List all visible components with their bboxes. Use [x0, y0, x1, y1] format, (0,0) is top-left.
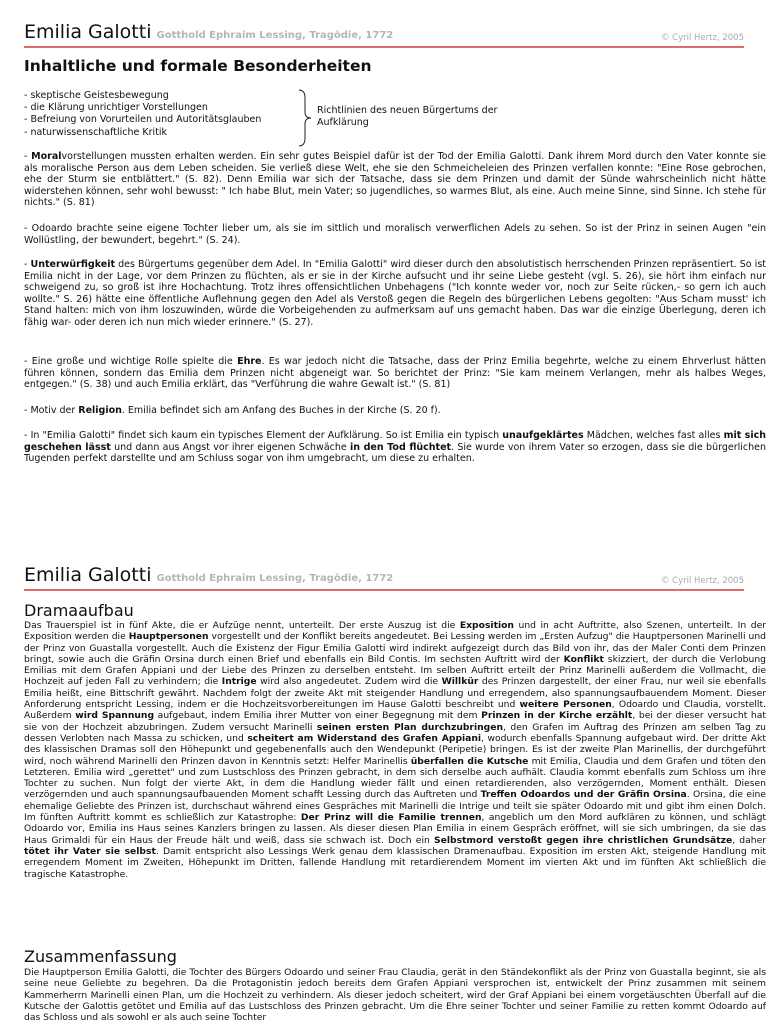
copyright: © Cyril Hertz, 2005 [660, 576, 744, 586]
paragraph-odoardo: - Odoardo brachte seine eigene Tochter lieber um, als sie im sittlich und moralisch verwerflichen Adels zu sehen. So ist der Prinz in seinen Augen "ein Wollüstling, der bewundert, begehrt." (S. 24). [24, 223, 766, 246]
section-heading-besonderheiten: Inhaltliche und formale Besonderheiten [24, 57, 372, 75]
document-title: Emilia Galotti Gotthold Ephraim Lessing, Tragödie, 1772 [24, 21, 394, 43]
section-heading-zusammenfassung: Zusammenfassung [24, 947, 177, 966]
copyright: © Cyril Hertz, 2005 [660, 33, 744, 43]
document-subtitle: Gotthold Ephraim Lessing, Tragödie, 1772 [156, 573, 394, 584]
paragraph-moral: - Moralvorstellungen mussten erhalten werden. Ein sehr gutes Beispiel dafür ist der Tod der Emilia Galotti. Dank ihrem Mord durch den Vater konnte sie als moralische Person aus dem Leben scheiden. Sie verließ diese Welt, ehe sie den Schmeicheleien des Prinzen verfallen konnte: "Eine Rose gebrochen, ehe der Sturm sie entblättert." (S. 82). Denn Emilia war sich der Tatsache, dass sie dem Prinzen und damit der Sünde wahrscheinlich nicht hätte widerstehen können, sehr wohl bewusst: " Ich habe Blut, mein Vater; so jugendliches, so warmes Blut, als eine. Auch meine Sinne, sind Sinne. Ich stehe für nichts." (S. 81) [24, 151, 766, 209]
paragraph-unterwuerfigkeit: - Unterwürfigkeit des Bürgertums gegenüber dem Adel. In "Emilia Galotti" wird dieser durch den absolutistisch herrschenden Prinzen repräsentiert. So ist Emilia nicht in der Lage, vor dem Prinzen zu flüchten, als er sie in der Kirche aufsucht und ihr seine Liebe gesteht (vgl. S. 26), sie hört ihm einfach nur schweigend zu, so groß ist ihre Hochachtung. Trotz ihres offensichtlichen Unbehagens ("Ich konnte weder vor, noch zur Seite rücken,- so gern ich auch wollte." S. 26) hätte eine öffentliche Auflehnung gegen den Adel als Verstoß gegen die Regeln des bürgerlichen Lebens gegolten: "Aus Scham musst' ich Stand halten: mich von ihm loszuwinden, würde die Vorbeigehenden zu aufmerksam auf uns gemacht haben. Das war die einzige Überlegung, deren ich fähig war- oder deren ich nun mich wieder erinnere." (S. 27). [24, 259, 766, 328]
aufklaerung-list [24, 90, 261, 139]
paragraph-dramaaufbau: Das Trauerspiel ist in fünf Akte, die er Aufzüge nennt, unterteilt. Der erste Auszug ist die Exposition und in acht Auftritte, also Szenen, unterteilt. In der Exposition werden die Hauptpersonen vorgestellt und der Konflikt bereits angedeutet. Bei Lessing werden im „Ersten Aufzug" die Hauptpersonen Marinelli und der Prinz von Guastalla vorgestellt. Auch die Existenz der Figur Emilia Galotti wird indirekt aufgezeigt durch das Bild von ihr, das der Maler Conti dem Prinzen bringt, sowie auch die Gräfin Orsina durch einen Brief und ebenfalls ein Bild Contis. Im sechsten Auftritt wird der Konflikt skizziert, der durch die Verlobung Emilias mit dem Grafen Appiani und der Liebe des Prinzen zu derselben entsteht. Im selben Auftritt erteilt der Prinz Marinelli außerdem die Vollmacht, die Hochzeit auf jeden Fall zu verhindern; die Intrige wird also angedeutet. Zudem wird die Willkür des Prinzen dargestellt, der einer Frau, nur weil sie ebenfalls Emilia heißt, eine Bittschrift gewährt. Nachdem folgt der zweite Akt mit steigender Handlung und erregendem, also spannungsaufbauendem Moment. Dieser Anforderung entspricht Lessing, indem er die Hochzeitsvorbereitungen im Hause Galotti beschreibt und weitere Personen, Odoardo und Claudia, vorstellt. Außerdem wird Spannung aufgebaut, indem Emilia ihrer Mutter von einer Begegnung mit dem Prinzen in der Kirche erzählt, bei der dieser versucht hat sie von der Hochzeit abzubringen. Zudem versucht Marinelli seinen ersten Plan durchzubringen, den Grafen im Auftrag des Prinzen am selben Tag zu dessen Verlobten nach Massa zu schicken, und scheitert am Widerstand des Grafen Appiani, wodurch ebenfalls Spannung aufgebaut wird. Der dritte Akt des klassischen Dramas soll den Höhepunkt und gegebenenfalls auch den Wendepunkt (Peripetie) bringen. Es ist der zweite Plan Marinellis, der durchgeführt wird, noch während Marinelli den Prinzen davon in Kenntnis setzt: Helfer Marinellis überfallen die Kutsche mit Emilia, Claudia und dem Grafen und töten den Letzteren. Emilia wird „gerettet" und zum Lustschloss des Prinzen gebracht, in dem sich derselbe auch aufhält. Claudia kommt ebenfalls zum Schloss um ihre Tochter zu suchen. Nun folgt der vierte Akt, in dem die Handlung wieder fällt und einen retardierenden, also verzögernden, Moment enthält. Diesen verzögernden und auch spannungsaufbauenden Moment schafft Lessing durch das Auftreten und Treffen Odoardos und der Gräfin Orsina. Orsina, die eine ehemalige Geliebte des Prinzen ist, durchschaut während eines Gespräches mit Marinelli die Intrige und teilt sie später Odoardo mit und gibt ihm einen Dolch. Im fünften Auftritt kommt es schließlich zur Katastrophe: Der Prinz will die Familie trennen, angeblich um den Mord aufklären zu können, und schlägt Odoardo vor, Emilia ins Haus seines Kanzlers bringen zu lassen. Als dieser diesen Plan Emilia in einem Gespräch eröffnet, will sie sich umbringen, da sie das Haus Grimaldi für ein Haus der Freude hält und weiß, dass sie schwach ist. Doch ein Selbstmord verstoßt gegen ihre christlichen Grundsätze, daher tötet ihr Vater sie selbst. Damit entspricht also Lessings Werk genau dem klassischen Dramenaufbau. Exposition im ersten Akt, steigende Handlung mit erregendem Moment im Zweiten, Höhepunkt im Dritten, fallende Handlung mit retardierendem Moment im vierten Akt und im fünften Akt schließlich die tragische Katastrophe. [24, 620, 766, 880]
list-item: - naturwissenschaftliche Kritik [24, 126, 168, 138]
document-title: Emilia Galotti Gotthold Ephraim Lessing, Tragödie, 1772 [24, 564, 394, 586]
paragraph-religion: - Motiv der Religion. Emilia befindet sich am Anfang des Buches in der Kirche (S. 20 f). [24, 405, 441, 416]
document-subtitle: Gotthold Ephraim Lessing, Tragödie, 1772 [156, 30, 394, 41]
list-item: - die Klärung unrichtiger Vorstellungen [24, 102, 208, 114]
curly-brace-icon [295, 88, 315, 148]
paragraph-ehre: - Eine große und wichtige Rolle spielte die Ehre. Es war jedoch nicht die Tatsache, dass der Prinz Emilia begehrte, welche zu einem Ehrverlust hätten führen können, sondern das Emilia dem Prinzen nicht abgeneigt war. So berichtet der Prinz: "Sie kam meinem Verlangen, mehr als halbes Weges, entgegen." (S. 38) und auch Emilia erklärt, das "Verführung die wahre Gewalt ist." (S. 81) [24, 356, 766, 391]
brace-label: Richtlinien des neuen Bürgertums der Aufklärung [317, 105, 498, 129]
page-header [24, 565, 744, 591]
page-header [24, 22, 744, 48]
paragraph-aufklaerung: - In "Emilia Galotti" findet sich kaum ein typisches Element der Aufklärung. So ist Emilia ein typisch unaufgeklärtes Mädchen, welches fast alles mit sich geschehen lässt und dann aus Angst vor ihrer eigenen Schwäche in den Tod flüchtet. Sie wurde von ihrem Vater so erzogen, dass sie die bürgerlichen Tugenden perfekt darstellte und am Schluss sogar von ihm umgebracht, um diese zu erhalten. [24, 430, 766, 465]
section-heading-dramaaufbau: Dramaaufbau [24, 601, 134, 620]
list-item: - skeptische Geistesbewegung [24, 90, 169, 101]
list-item: - Befreiung von Vorurteilen und Autoritätsglauben [24, 114, 262, 126]
paragraph-zusammenfassung: Die Hauptperson Emilia Galotti, die Tochter des Bürgers Odoardo und seiner Frau Claudia, gerät in den Ständekonflikt als der Prinz von Guastalla beginnt, sie als seine neue Geliebte zu begehren. Da die Protagonistin jedoch bereits dem Grafen Appiani versprochen ist, entwickelt der Prinz zusammen mit seinem Kammerherrn Marinelli einen Plan, um die Hochzeit zu verhindern. Als dieser jedoch scheitert, wird der Graf Appiani bei einem vorgetäuschten Überfall auf die Kutsche der Galottis getötet und Emilia auf das Lustschloss des Prinzen gebracht. Um die Ehre seiner Tochter und seiner Familie zu retten kommt Odoardo auf das Schloss und als sowohl er als auch seine Tochter [24, 967, 766, 1024]
